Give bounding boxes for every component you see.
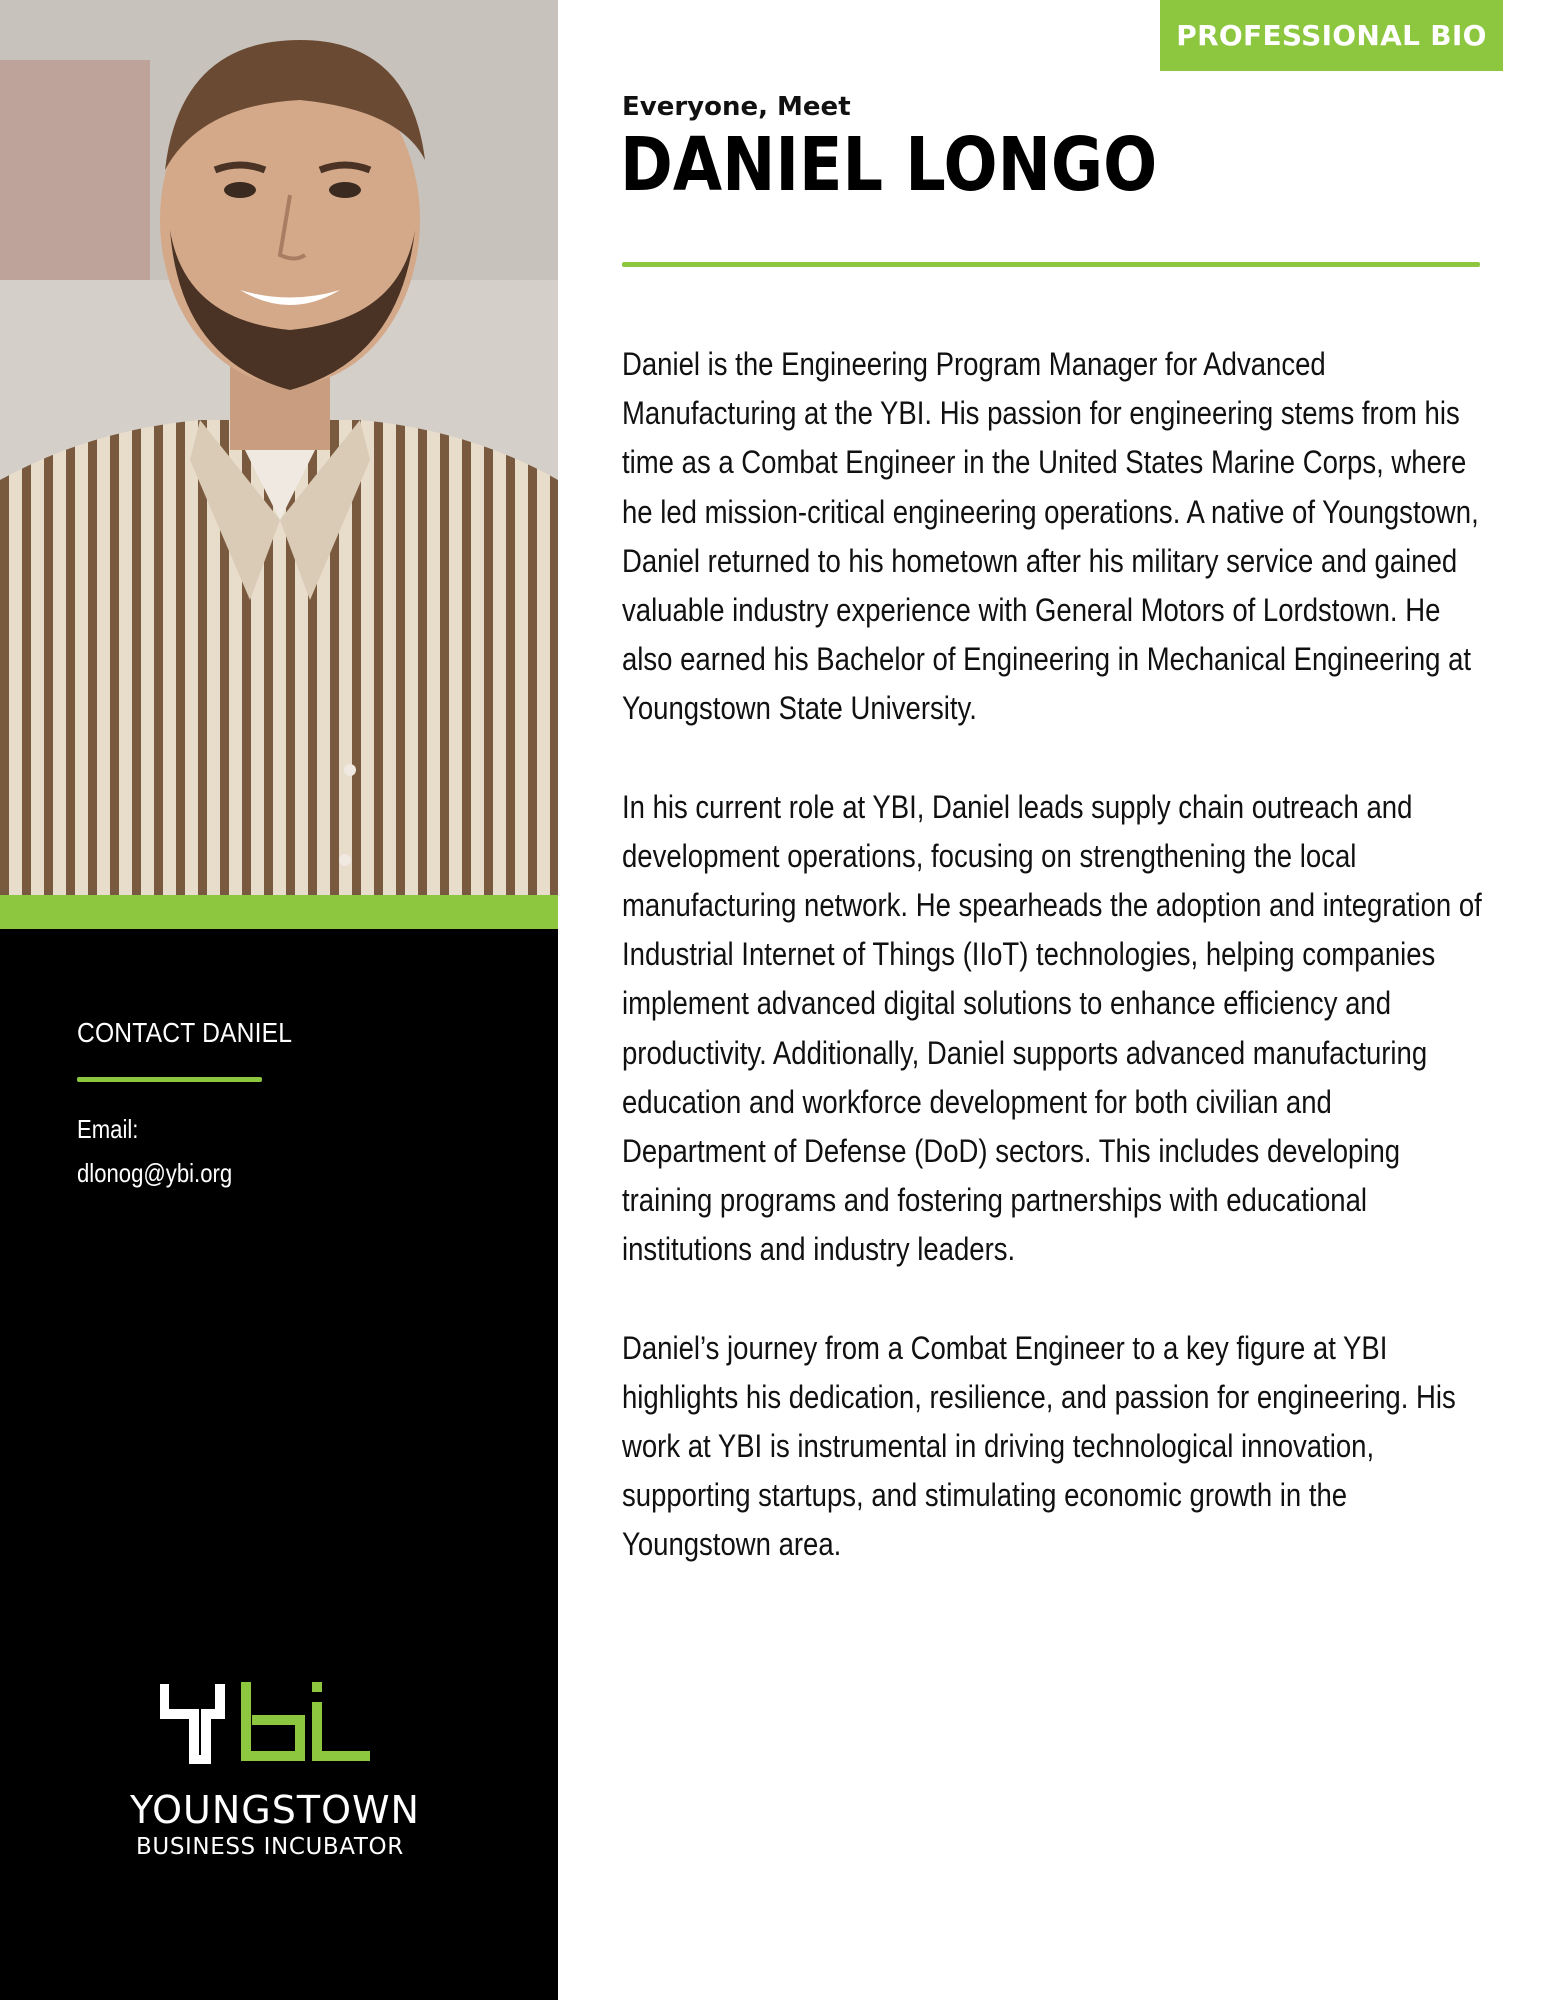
person-name: DANIEL LONGO [620, 122, 1158, 208]
bio-body [622, 340, 1492, 1619]
ybi-logo [130, 1680, 440, 1860]
contact-heading: CONTACT DANIEL [77, 1017, 293, 1048]
eyebrow-text: Everyone, Meet [622, 92, 851, 122]
bio-paragraph: Daniel’s journey from a Combat Engineer to a key figure at YBI highlights his dedication, resilience, and passion for engineering. His work at YBI is instrumental in driving technological innovation, supporting startups, and stimulating economic growth in the Youngstown area. [622, 1329, 1456, 1563]
professional-bio-badge: PROFESSIONAL BIO [1160, 0, 1503, 71]
bio-paragraph: Daniel is the Engineering Program Manager for Advanced Manufacturing at the YBI. His passion for engineering stems from his time as a Combat Engineer in the United States Marine Corps, where he led mission-critical engineering operations. A native of Youngstown, Daniel returned to his hometown after his military service and gained valuable industry experience with General Motors of Lordstown. He also earned his Bachelor of Engineering in Mechanical Engineering at Youngstown State University. [622, 346, 1479, 727]
email-link[interactable]: dlonog@ybi.org [77, 1158, 233, 1188]
logo-name: YOUNGSTOWN [130, 1788, 420, 1832]
accent-bar [0, 895, 558, 929]
bio-paragraph: In his current role at YBI, Daniel leads supply chain outreach and development operations, focusing on strengthening the local manufacturing network. He spearheads the adoption and integration of Industrial Internet of Things (IIoT) technologies, helping companies implement advanced digital solutions to enhance efficiency and productivity. Additionally, Daniel supports advanced manufacturing education and workforce development for both civilian and Department of Defense (DoD) sectors. This includes developing training programs and fostering partnerships with educational institutions and industry leaders. [622, 788, 1482, 1268]
title-divider [622, 262, 1480, 267]
ybi-logo-mark-icon [160, 1680, 380, 1764]
contact-divider [77, 1077, 262, 1082]
email-label: Email: [77, 1114, 139, 1144]
logo-subtitle: BUSINESS INCUBATOR [136, 1834, 404, 1860]
portrait-photo [0, 0, 558, 895]
left-sidebar [0, 0, 558, 2000]
